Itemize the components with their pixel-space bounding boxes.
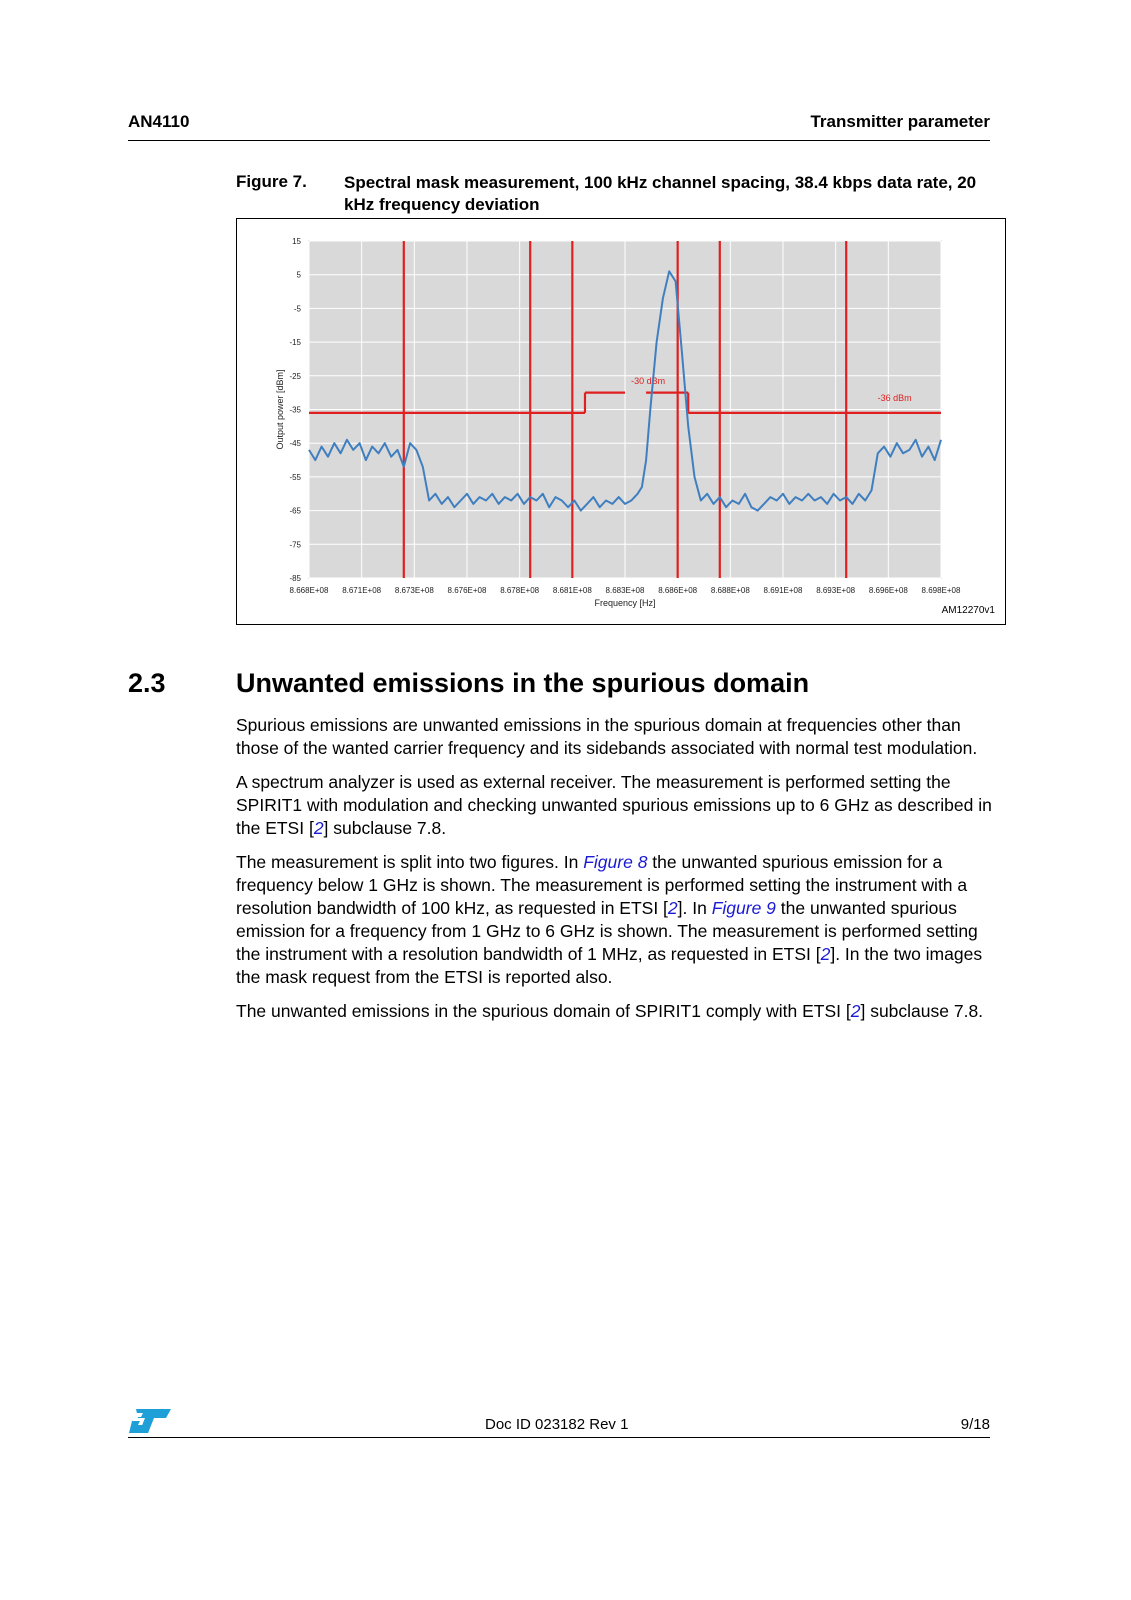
x-tick-label: 8.678E+08 — [500, 586, 540, 595]
paragraph-1: Spurious emissions are unwanted emissions in the spurious domain at frequencies other than those of the wanted carrier frequency and its sidebands associated with normal test modulation. — [236, 715, 978, 758]
x-tick-label: 8.686E+08 — [658, 586, 698, 595]
paragraph-2-text-b: ] subclause 7.8. — [323, 818, 447, 838]
x-tick-label: 8.676E+08 — [447, 586, 487, 595]
reference-link-2[interactable]: 2 — [820, 944, 831, 964]
x-tick-label: 8.673E+08 — [394, 586, 434, 595]
mask-level-label: -36 dBm — [877, 393, 912, 404]
figure-8-link[interactable]: Figure 8 — [583, 852, 648, 872]
body-text — [236, 714, 1006, 1034]
figure-9-link[interactable]: Figure 9 — [711, 898, 776, 918]
figure-number: Figure 7. — [236, 172, 307, 191]
figure-id-label: AM12270v1 — [941, 605, 995, 616]
reference-link-2[interactable]: 2 — [667, 898, 678, 918]
y-tick-label: -65 — [289, 506, 301, 516]
x-tick-label: 8.693E+08 — [816, 586, 856, 595]
header-section: Transmitter parameter — [810, 112, 990, 131]
st-logo-icon — [128, 1408, 172, 1439]
paragraph-2-text-a: A spectrum analyzer is used as external receiver. The measurement is performed setting the SPIRIT1 with modulation and checking unwanted spurious emissions up to 6 GHz as described in the ETSI [ — [236, 772, 992, 838]
x-tick-label: 8.668E+08 — [289, 586, 329, 595]
y-tick-label: -35 — [289, 405, 301, 415]
y-tick-label: -45 — [289, 439, 301, 449]
paragraph-3-text-d: the unwanted spurious emission for a frequency from 1 GHz to 6 GHz is shown. The measurement is performed setting the instrument with a resolution bandwidth of 1 MHz, as requested in ETSI [ — [236, 898, 978, 964]
figure-frame — [236, 218, 1006, 625]
y-axis-label: Output power [dBm] — [275, 369, 285, 450]
header-doc-code: AN4110 — [128, 112, 190, 131]
x-tick-label: 8.671E+08 — [342, 586, 382, 595]
x-tick-label: 8.691E+08 — [763, 586, 803, 595]
paragraph-3-text-b: the unwanted spurious emission for a frequency below 1 GHz is shown. The measurement is performed setting the instrument with a resolution bandwidth of 100 kHz, as requested in ETSI [ — [236, 852, 968, 918]
reference-link-2[interactable]: 2 — [313, 818, 324, 838]
mask-level-label: -30 dBm — [631, 376, 666, 387]
paragraph-3 — [236, 851, 1006, 989]
y-tick-label: -75 — [289, 540, 301, 550]
y-tick-label: -85 — [289, 574, 301, 583]
footer-rule — [128, 1437, 990, 1438]
paragraph-4 — [236, 1000, 1006, 1023]
paragraph-3-text-c: ]. In — [677, 898, 712, 918]
section-title: Unwanted emissions in the spurious domain — [236, 668, 810, 698]
x-tick-label: 8.681E+08 — [552, 586, 592, 595]
x-tick-label: 8.683E+08 — [605, 586, 645, 595]
figure-title: Spectral mask measurement, 100 kHz channel spacing, 38.4 kbps data rate, 20 kHz frequency deviation — [344, 173, 977, 214]
paragraph-3-text-a: The measurement is split into two figures. In — [236, 852, 584, 872]
y-tick-label: -25 — [289, 371, 301, 381]
paragraph-4-text-a: The unwanted emissions in the spurious domain of SPIRIT1 comply with ETSI [ — [236, 1001, 851, 1021]
spectral-mask-chart — [237, 219, 1005, 624]
y-tick-label: -15 — [289, 338, 301, 348]
paragraph-4-text-b: ] subclause 7.8. — [860, 1001, 984, 1021]
x-tick-label: 8.696E+08 — [868, 586, 908, 595]
y-tick-label: -55 — [289, 472, 301, 482]
x-axis-label: Frequency [Hz] — [594, 598, 656, 608]
reference-link-2[interactable]: 2 — [850, 1001, 861, 1021]
x-tick-label: 8.698E+08 — [921, 586, 961, 595]
y-tick-label: 15 — [292, 237, 301, 246]
paragraph-3-text-e: ]. In the two images the mask request from the ETSI is reported also. — [236, 944, 983, 987]
section-number: 2.3 — [128, 668, 166, 698]
y-tick-label: -5 — [293, 304, 301, 314]
x-tick-label: 8.688E+08 — [710, 586, 750, 595]
y-tick-label: 5 — [296, 270, 301, 280]
footer-page-number: 9/18 — [960, 1416, 990, 1433]
paragraph-2 — [236, 771, 1006, 840]
footer-doc-id: Doc ID 023182 Rev 1 — [485, 1416, 629, 1433]
header-rule — [128, 140, 990, 141]
